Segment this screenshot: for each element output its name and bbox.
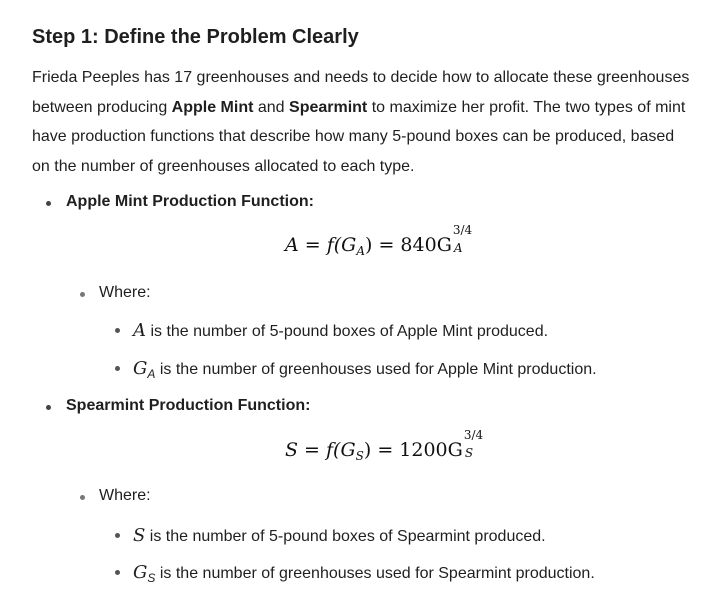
apple-formula-rhs: ) = 840G <box>365 234 452 256</box>
section-heading: Step 1: Define the Problem Clearly <box>32 26 359 48</box>
spearmint-formula <box>285 428 487 463</box>
intro-paragraph <box>32 63 692 181</box>
apple-item-2-text: is the number of greenhouses used for Apple Mint production. <box>155 361 597 378</box>
spear-formula-rhs: ) = 1200G <box>363 439 463 461</box>
apple-item-1-text: is the number of 5-pound boxes of Apple Mint produced. <box>146 323 549 340</box>
apple-formula-sub: A <box>453 241 463 255</box>
spear-item-1-text: is the number of 5-pound boxes of Spearmint produced. <box>145 528 546 545</box>
spear-item-2-text: is the number of greenhouses used for Spearmint production. <box>155 565 595 582</box>
apple-where-item-2 <box>133 358 597 379</box>
apple-where-label: Where: <box>99 284 151 301</box>
apple-where-item-1 <box>133 320 548 341</box>
spear-var-s: S <box>133 525 146 546</box>
intro-text-3: to maximize her profit. The two types of mint have production functions that describe how many 5-pound boxes can be produced, based on the number of greenhouses allocated to each type. <box>32 98 686 175</box>
spear-formula-lhs-sub: S <box>355 449 364 463</box>
apple-var-ga-sub: A <box>147 367 156 381</box>
spear-formula-sub: S <box>464 446 474 460</box>
intro-text-1: Frieda Peeples has 17 greenhouses and needs to decide how to allocate these greenhouses between producing <box>32 69 690 116</box>
spear-where-item-2 <box>133 562 595 583</box>
intro-bold-apple-mint: Apple Mint <box>171 98 254 116</box>
apple-var-ga: G <box>133 358 148 379</box>
apple-formula-exponent <box>452 223 476 255</box>
spear-formula-sup: 3/4 <box>463 428 484 442</box>
intro-text-2: and <box>253 98 290 116</box>
spear-var-gs-sub: S <box>147 571 156 585</box>
spear-formula-lhs: S = f(G <box>285 439 356 461</box>
spear-formula-exponent <box>463 428 487 460</box>
spearmint-heading: Spearmint Production Function: <box>66 397 311 414</box>
spear-where-item-1 <box>133 525 546 546</box>
intro-bold-spearmint: Spearmint <box>289 98 368 116</box>
apple-formula-lhs: A = f(G <box>285 234 357 256</box>
apple-formula-lhs-sub: A <box>356 244 366 258</box>
apple-var-a: A <box>133 320 146 341</box>
apple-mint-formula <box>285 223 476 258</box>
apple-formula-sup: 3/4 <box>452 223 473 237</box>
spear-where-label: Where: <box>99 487 151 504</box>
spear-var-gs: G <box>133 562 148 583</box>
apple-mint-heading: Apple Mint Production Function: <box>66 193 314 210</box>
